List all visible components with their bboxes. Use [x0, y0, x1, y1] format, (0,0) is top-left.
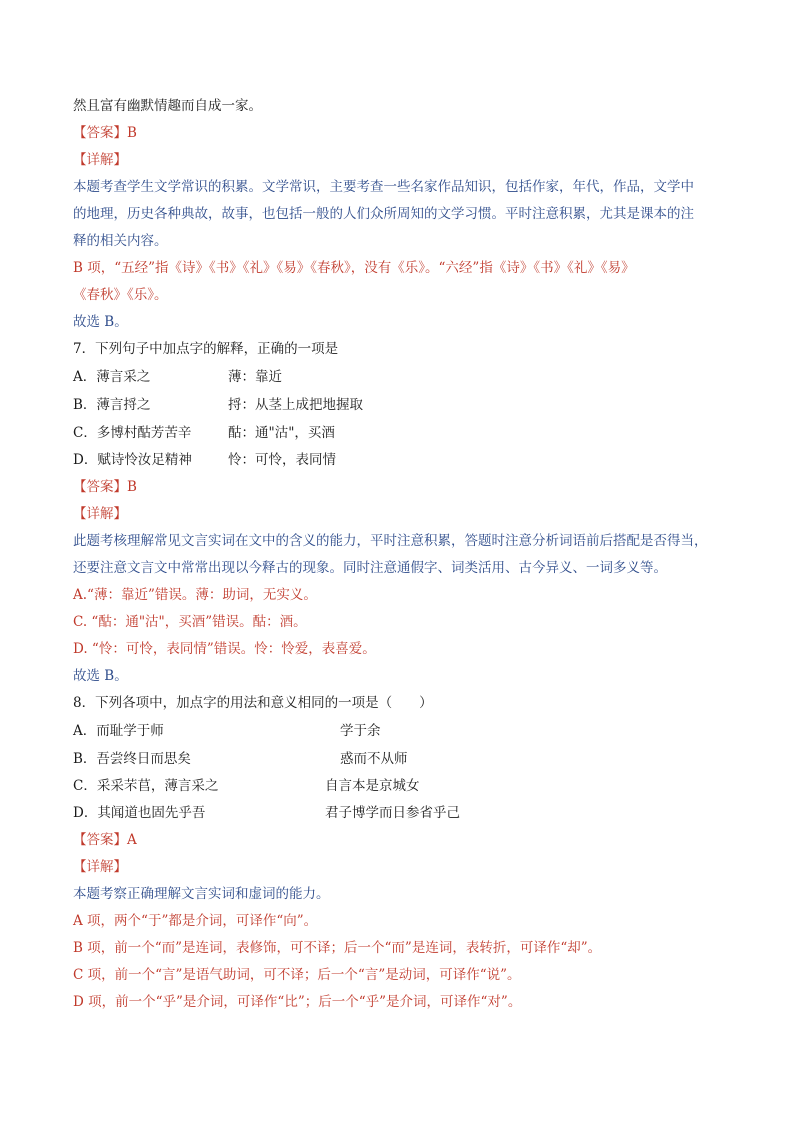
q7-detail-line: 还要注意文言文中常常出现以今释古的现象。同时注意通假字、词类活用、古今异义、一词多义等。 [73, 560, 667, 576]
q7-option-b-gloss: 捋：从茎上成把地握取 [228, 397, 363, 413]
q8-detail-line: 本题考察正确理解文言实词和虚词的能力。 [73, 886, 330, 902]
q8-option-a: A．而耻学于师 [73, 723, 164, 739]
q7-option-c-gloss: 酤：通"沽"，买酒 [228, 425, 335, 441]
q7-conclusion: 故选 B。 [73, 668, 128, 684]
q7-detail-line: C. “酤：通"沽"，买酒”错误。酤：酒。 [73, 614, 307, 630]
q6-detail-line: 《春秋》《乐》。 [73, 287, 168, 303]
q7-option-c: C．多博村酤芳苦辛 [73, 425, 192, 441]
q8-option-d: D．其闻道也固先乎吾 [73, 805, 206, 821]
q8-detail-line: A 项，两个“于”都是介词，可译作“向”。 [73, 913, 318, 929]
q8-option-c: C．采采芣苢，薄言采之 [73, 778, 219, 794]
q8-detail-line: C 项，前一个“言”是语气助词，可不译；后一个“言”是动词，可译作“说”。 [73, 967, 521, 983]
q7-detail-line: A.“薄：靠近”错误。薄：助词，无实义。 [73, 587, 317, 603]
q6-detail-line: 的地理，历史各种典故，故事，也包括一般的人们众所周知的文学习惯。平时注意积累，尤其是课本的注 [73, 206, 694, 222]
q6-detail-heading: 【详解】 [73, 152, 127, 168]
q6-detail-line: 本题考查学生文学常识的积累。文学常识，主要考查一些名家作品知识，包括作家，年代，作品，文学中 [73, 179, 694, 195]
q8-option-d-pair: 君子博学而日参省乎己 [325, 805, 460, 821]
q6-conclusion: 故选 B。 [73, 314, 128, 330]
q6-detail-line: B 项，“五经”指《诗》《书》《礼》《易》《春秋》，没有《乐》。“六经”指《诗》《书》《礼》《易》 [73, 260, 635, 276]
q8-option-b-pair: 惑而不从师 [340, 751, 408, 767]
q7-option-a: A．薄言采之 [73, 369, 151, 385]
q7-option-d-gloss: 怜：可怜，表同情 [228, 452, 336, 468]
q8-detail-line: D 项，前一个“乎”是介词，可译作“比”；后一个“乎”是介词，可译作“对”。 [73, 994, 522, 1010]
q7-detail-heading: 【详解】 [73, 506, 127, 522]
q7-option-a-gloss: 薄：靠近 [228, 369, 282, 385]
q8-detail-heading: 【详解】 [73, 859, 127, 875]
q7-detail-line: 此题考核理解常见文言实词在文中的含义的能力，平时注意积累，答题时注意分析词语前后搭配是否得当， [73, 533, 708, 549]
q8-option-a-pair: 学于余 [340, 723, 381, 739]
q8-answer: 【答案】A [73, 832, 137, 848]
q8-detail-line: B 项，前一个“而”是连词，表修饰，可不译；后一个“而”是连词，表转折，可译作“却”。 [73, 940, 602, 956]
q8-question: 8．下列各项中，加点字的用法和意义相同的一项是（ ） [73, 695, 433, 711]
intro-line: 然且富有幽默情趣而自成一家。 [73, 98, 262, 114]
q7-option-d: D．赋诗怜汝足精神 [73, 452, 192, 468]
q7-detail-line: D. “怜：可怜，表同情”错误。怜：怜爱，表喜爱。 [73, 641, 376, 657]
q7-answer: 【答案】B [73, 479, 137, 495]
q7-question: 7．下列句子中加点字的解释，正确的一项是 [73, 341, 339, 357]
q8-option-b: B．吾尝终日而思矣 [73, 751, 191, 767]
q6-detail-line: 释的相关内容。 [73, 233, 168, 249]
q8-option-c-pair: 自言本是京城女 [325, 778, 420, 794]
q6-answer: 【答案】B [73, 125, 137, 141]
q7-option-b: B．薄言捋之 [73, 397, 151, 413]
